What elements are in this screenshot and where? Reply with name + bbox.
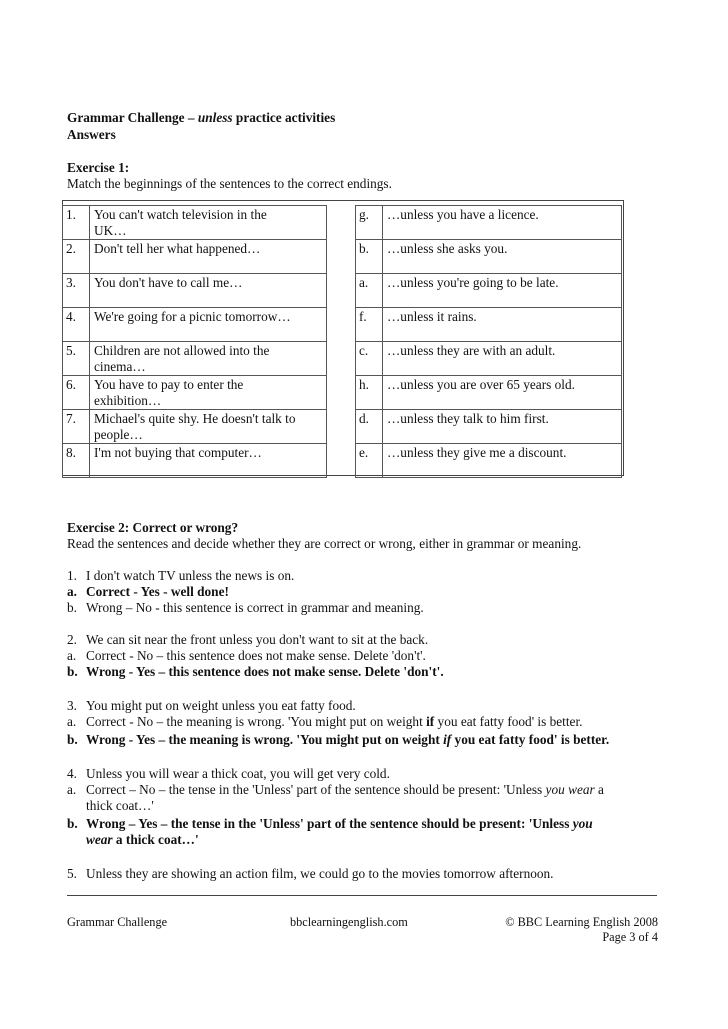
table-row: d. …unless they talk to him first. [356, 410, 622, 444]
question-2: 2. We can sit near the front unless you don't want to sit at the back. [67, 632, 429, 647]
exercise-1-instruction: Match the beginnings of the sentences to the correct endings. [67, 176, 392, 191]
page-number: Page 3 of 4 [602, 930, 658, 944]
table-row: f. …unless it rains. [356, 308, 622, 342]
exercise-1-heading: Exercise 1: [67, 160, 130, 175]
answer-1b: b. Wrong – No - this sentence is correct in grammar and meaning. [67, 600, 424, 615]
question-5: 5. Unless they are showing an action film, we could go to the movies tomorrow afternoon. [67, 866, 554, 881]
answer-4b-continued: wear a thick coat…' [86, 832, 199, 847]
answer-3a: a. Correct - No – the meaning is wrong. 'You might put on weight if you eat fatty food' is better. [67, 714, 583, 729]
answer-1a: a. Correct - Yes - well done! [67, 584, 229, 599]
beginnings-table [62, 205, 327, 478]
table-row: 4. We're going for a picnic tomorrow… [63, 308, 327, 342]
table-row: c. …unless they are with an adult. [356, 342, 622, 376]
table-row: 7. Michael's quite shy. He doesn't talk to people… [63, 410, 327, 444]
table-row: 6. You have to pay to enter the exhibition… [63, 376, 327, 410]
table-row: 5. Children are not allowed into the cinema… [63, 342, 327, 376]
endings-table [355, 205, 622, 478]
question-1: 1. I don't watch TV unless the news is on. [67, 568, 295, 583]
table-row: 1. You can't watch television in the UK… [63, 206, 327, 240]
answer-4a-continued: thick coat…' [86, 798, 154, 813]
answer-2a: a. Correct - No – this sentence does not make sense. Delete 'don't'. [67, 648, 426, 663]
footer-divider [67, 895, 657, 896]
question-3: 3. You might put on weight unless you eat fatty food. [67, 698, 356, 713]
table-row: a. …unless you're going to be late. [356, 274, 622, 308]
table-row: 2. Don't tell her what happened… [63, 240, 327, 274]
answer-4b: b. Wrong – Yes – the tense in the 'Unless' part of the sentence should be present: 'Unless you [67, 816, 593, 831]
table-row: 8. I'm not buying that computer… [63, 444, 327, 478]
question-4: 4. Unless you will wear a thick coat, you will get very cold. [67, 766, 390, 781]
table-row: h. …unless you are over 65 years old. [356, 376, 622, 410]
footer-left: Grammar Challenge [67, 915, 168, 929]
answer-2b: b. Wrong - Yes – this sentence does not make sense. Delete 'don't'. [67, 664, 444, 679]
exercise-2-heading: Exercise 2: Correct or wrong? [67, 520, 239, 535]
document-subtitle: Answers [67, 127, 116, 142]
document-title: Grammar Challenge – unless practice activities [67, 110, 336, 125]
answer-4a: a. Correct – No – the tense in the 'Unless' part of the sentence should be present: 'Unless you wear a [67, 782, 604, 797]
table-row: b. …unless she asks you. [356, 240, 622, 274]
table-row: e. …unless they give me a discount. [356, 444, 622, 478]
table-row: g. …unless you have a licence. [356, 206, 622, 240]
footer-center: bbclearningenglish.com [290, 915, 408, 929]
answer-3b: b. Wrong - Yes – the meaning is wrong. 'You might put on weight if you eat fatty food' is better. [67, 732, 610, 747]
table-row: 3. You don't have to call me… [63, 274, 327, 308]
exercise-2-instruction: Read the sentences and decide whether they are correct or wrong, either in grammar or meaning. [67, 536, 582, 551]
footer-right: © BBC Learning English 2008 [505, 915, 658, 929]
